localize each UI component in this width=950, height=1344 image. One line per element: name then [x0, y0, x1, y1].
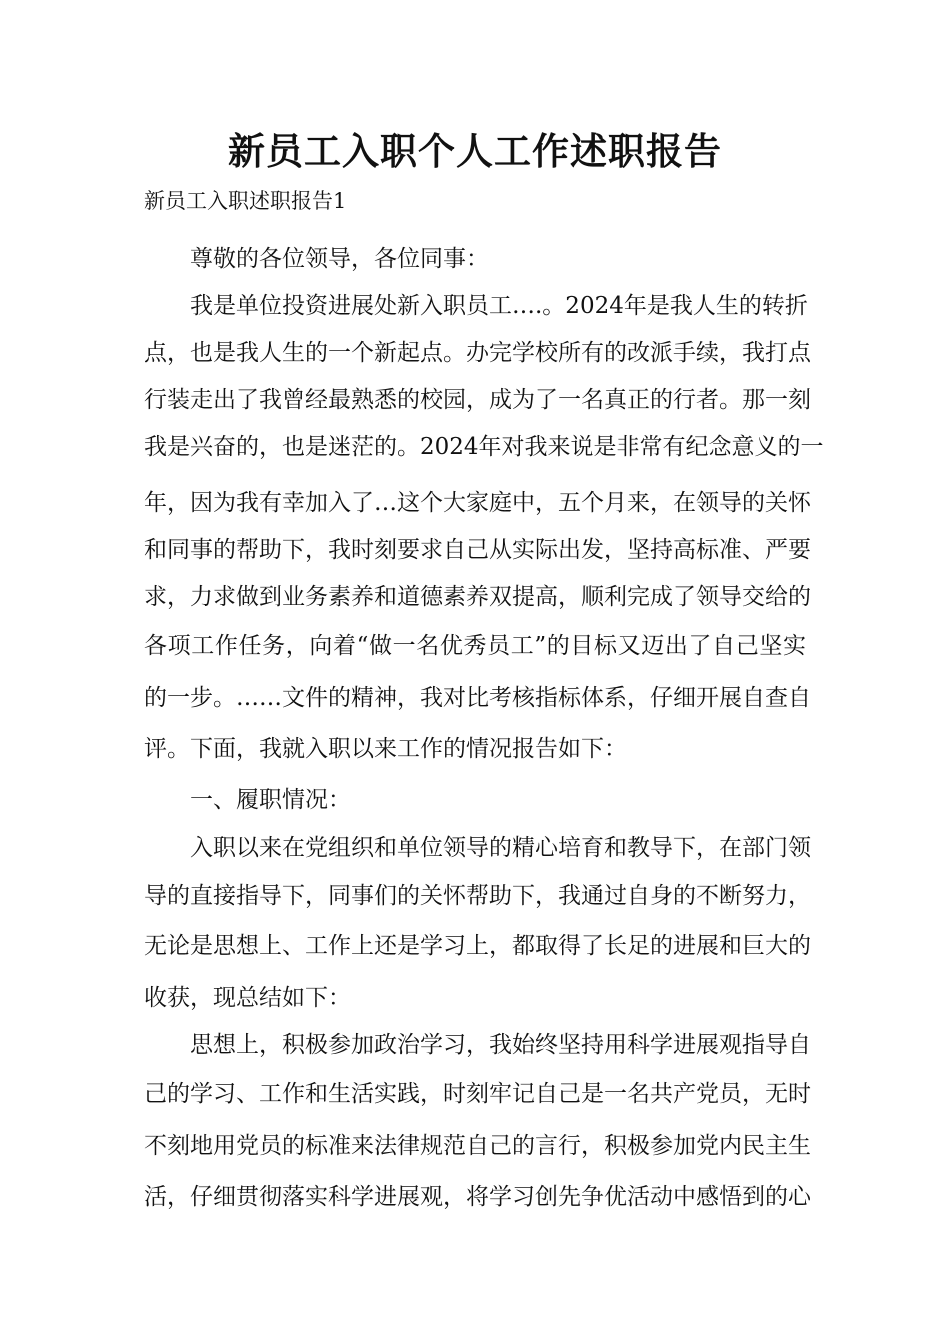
paragraph-line: 思想上，积极参加政治学习，我始终坚持用科学进展观指导自 — [190, 1032, 811, 1058]
paragraph-line: 的一步。……文件的精神，我对比考核指标体系，仔细开展自查自 — [144, 685, 811, 711]
paragraph-line: 各项工作任务，向着“做一名优秀员工”的目标又迈出了自己坚实 — [144, 633, 806, 659]
paragraph-line: 活，仔细贯彻落实科学进展观，将学习创先争优活动中感悟到的心 — [144, 1184, 811, 1210]
document-subtitle: 新员工入职述职报告1 — [144, 189, 347, 213]
paragraph-line: 不刻地用党员的标准来法律规范自己的言行，积极参加党内民主生 — [144, 1133, 811, 1159]
document-title: 新员工入职个人工作述职报告 — [228, 130, 722, 173]
paragraph-line: 行装走出了我曾经最熟悉的校园，成为了一名真正的行者。那一刻 — [144, 387, 811, 413]
paragraph-line: 点，也是我人生的一个新起点。办完学校所有的改派手续，我打点 — [144, 340, 811, 366]
paragraph-line: 导的直接指导下，同事们的关怀帮助下，我通过自身的不断努力， — [144, 883, 811, 909]
paragraph-line: 收获，现总结如下： — [144, 985, 351, 1011]
salutation-line: 尊敬的各位领导，各位同事： — [190, 246, 489, 272]
paragraph-line: 己的学习、工作和生活实践，时刻牢记自己是一名共产党员，无时 — [144, 1081, 811, 1107]
paragraph-line: 和同事的帮助下，我时刻要求自己从实际出发，坚持高标准、严要 — [144, 537, 811, 563]
paragraph-line: 我是兴奋的，也是迷茫的。2024年对我来说是非常有纪念意义的一 — [144, 434, 824, 460]
paragraph-line: 我是单位投资进展处新入职员工….。2024年是我人生的转折 — [190, 293, 808, 319]
paragraph-line: 年，因为我有幸加入了…这个大家庭中，五个月来，在领导的关怀 — [144, 490, 811, 516]
paragraph-line: 评。下面，我就入职以来工作的情况报告如下： — [144, 736, 627, 762]
paragraph-line: 入职以来在党组织和单位领导的精心培育和教导下，在部门领 — [190, 835, 811, 861]
paragraph-line: 求，力求做到业务素养和道德素养双提高，顺利完成了领导交给的 — [144, 584, 811, 610]
paragraph-line: 无论是思想上、工作上还是学习上，都取得了长足的进展和巨大的 — [144, 933, 811, 959]
section-heading: 一、履职情况： — [190, 787, 351, 813]
